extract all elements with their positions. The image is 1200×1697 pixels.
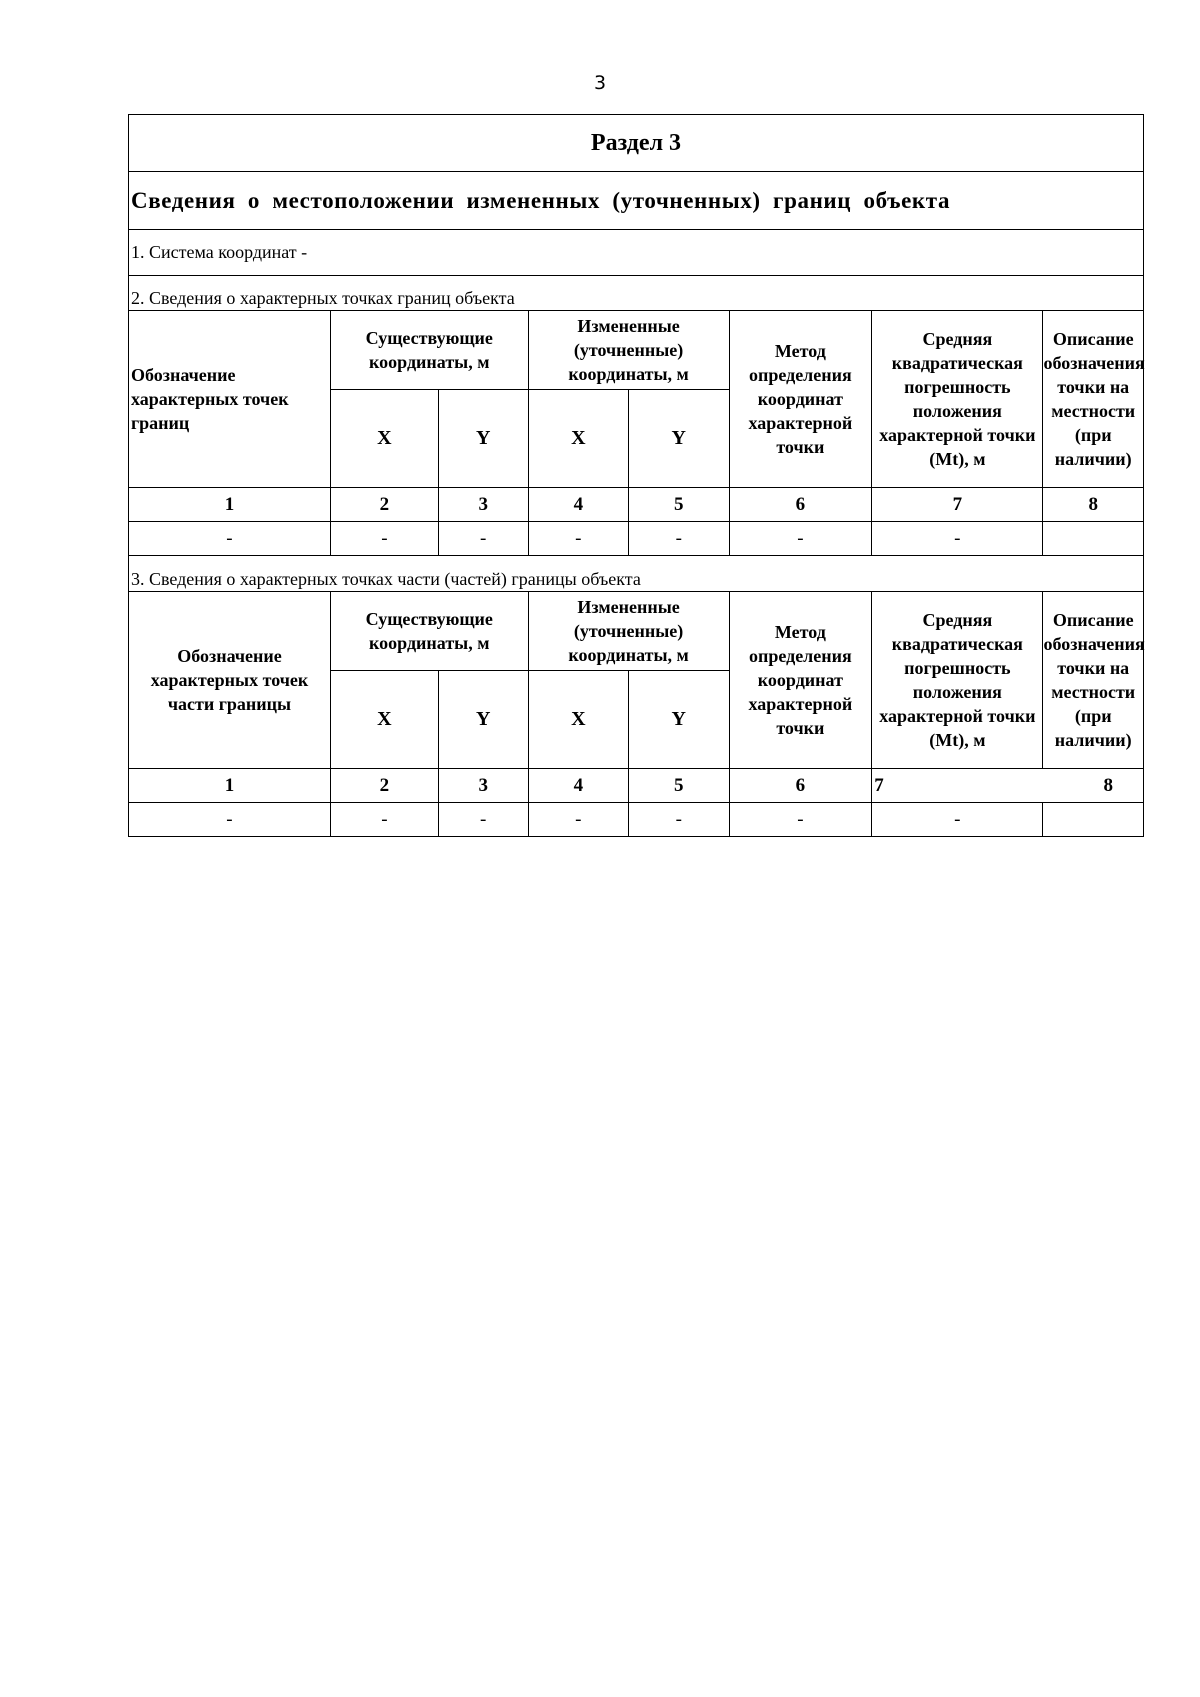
table1-changed-y: Y: [629, 390, 729, 488]
table1-number-row: [129, 488, 1144, 522]
table2-num-3: 3: [438, 769, 528, 803]
table2-num-4: 4: [528, 769, 628, 803]
table1-caption: 2. Сведения о характерных точках границ объекта: [129, 276, 1144, 311]
table2-cell-1: -: [129, 803, 331, 837]
table1-cell-3: -: [438, 522, 528, 556]
table1-error-header: Средняя квадратическая погрешность положения характерной точки (Mt), м: [872, 311, 1043, 488]
table2-existing-y: Y: [438, 671, 528, 769]
table1-cell-8: [1043, 522, 1144, 556]
table1-num-8: 8: [1043, 488, 1144, 522]
table1-num-5: 5: [629, 488, 729, 522]
table2-method-header: Метод определения координат характерной точки: [729, 592, 872, 769]
table2-existing-header: Существующие координаты, м: [330, 592, 528, 671]
table2-changed-x: X: [528, 671, 628, 769]
table2-cell-7: -: [872, 803, 1043, 837]
table1-col1-header: Обозначение характерных точек границ: [129, 311, 331, 488]
table2-cell-4: -: [528, 803, 628, 837]
table1-cell-7: -: [872, 522, 1043, 556]
table1-existing-y: Y: [438, 390, 528, 488]
table2-cell-3: -: [438, 803, 528, 837]
table1-num-3: 3: [438, 488, 528, 522]
table2-changed-y: Y: [629, 671, 729, 769]
table2-col1-header: Обозначение характерных точек части границы: [129, 592, 331, 769]
table2-cell-8: [1043, 803, 1144, 837]
table2-num-5: 5: [629, 769, 729, 803]
section-subtitle: Сведения о местоположении измененных (уточненных) границ объекта: [129, 172, 1144, 230]
table1-existing-x: X: [330, 390, 438, 488]
table1-existing-header: Существующие координаты, м: [330, 311, 528, 390]
table2-cell-2: -: [330, 803, 438, 837]
table1-changed-header: Измененные (уточненные) координаты, м: [528, 311, 729, 390]
table2-num-7: 7: [872, 769, 929, 803]
page-number: 3: [593, 72, 607, 94]
table1-num-2: 2: [330, 488, 438, 522]
table1-cell-1: -: [129, 522, 331, 556]
table1-desc-header: Описание обозначения точки на местности (при наличии): [1043, 311, 1144, 488]
table2-number-row: [129, 769, 1144, 803]
table2-num-8: 8: [929, 769, 1144, 803]
table-row: [129, 522, 1144, 556]
table2-error-header: Средняя квадратическая погрешность положения характерной точки (Mt), м: [872, 592, 1043, 769]
table2-num-6: 6: [729, 769, 872, 803]
table1-num-7: 7: [872, 488, 1043, 522]
table1-changed-x: X: [528, 390, 628, 488]
table1-cell-2: -: [330, 522, 438, 556]
section-table: [128, 114, 1144, 837]
table1-num-4: 4: [528, 488, 628, 522]
table2-cell-6: -: [729, 803, 872, 837]
section-title: Раздел 3: [129, 115, 1144, 172]
table1-num-1: 1: [129, 488, 331, 522]
table2-desc-header: Описание обозначения точки на местности (при наличии): [1043, 592, 1144, 769]
table1-cell-6: -: [729, 522, 872, 556]
table2-existing-x: X: [330, 671, 438, 769]
table1-cell-4: -: [528, 522, 628, 556]
coord-system-line: 1. Система координат -: [129, 230, 1144, 276]
table2-num-2: 2: [330, 769, 438, 803]
table1-cell-5: -: [629, 522, 729, 556]
table1-num-6: 6: [729, 488, 872, 522]
table2-cell-5: -: [629, 803, 729, 837]
table2-caption: 3. Сведения о характерных точках части (частей) границы объекта: [129, 556, 1144, 592]
table-row: [129, 803, 1144, 837]
table2-num-1: 1: [129, 769, 331, 803]
table1-method-header: Метод определения координат характерной точки: [729, 311, 872, 488]
table2-changed-header: Измененные (уточненные) координаты, м: [528, 592, 729, 671]
